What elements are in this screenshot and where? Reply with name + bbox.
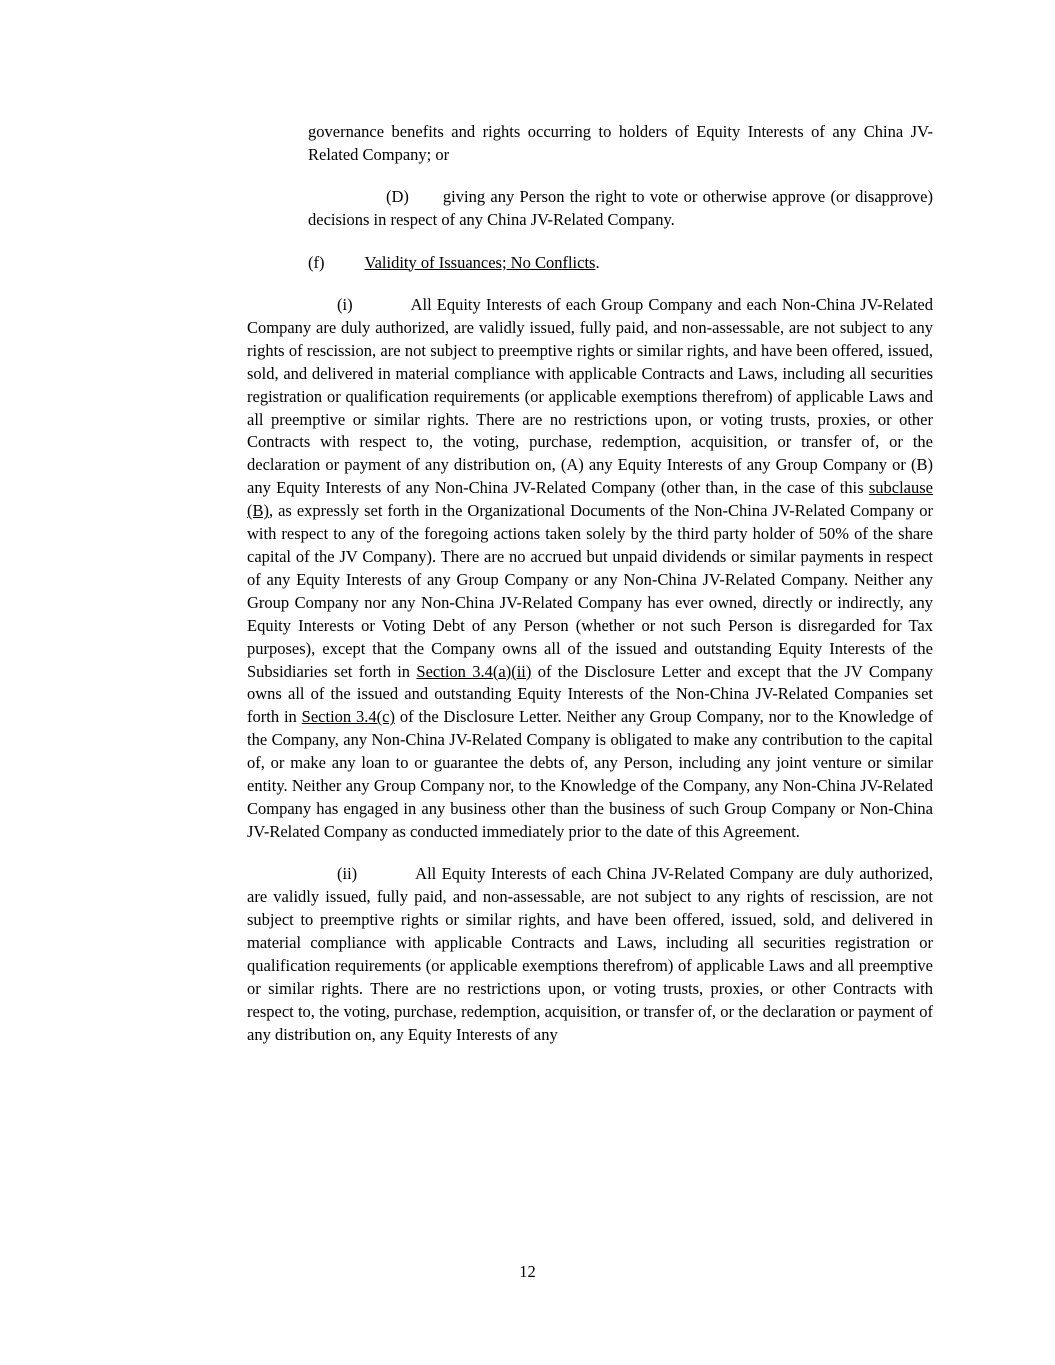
text-run: (ii) [337,864,358,884]
underlined-text-run: Section 3.4(a)(ii) [416,661,532,681]
tab-spacer [409,201,443,202]
text-run: of the Disclosure Letter. Neither any Group Company, nor to the Knowledge of the Company, any Non-China JV-Related Company is obligated to make any contribution to the capital of, or make any loan to or guarantee the debts of, any Person, including any joint venture or similar entity. Neither any Group Company nor, to the Knowledge of the Company, any Non-China JV-Related Company has engaged in any business other than the business of such Group Company or Non-China JV-Related Company as conducted immediately prior to the date of this Agreement. [247,707,933,841]
tab-spacer [353,309,411,310]
tab-spacer [357,878,415,879]
text-run: All Equity Interests of each China JV-Related Company are duly authorized, are validly issued, fully paid, and non-assessable, are not subject to any rights of rescission, are not subject to preemptive rights or similar rights, and have been offered, issued, sold, and delivered in material compliance with applicable Contracts and Laws, including all securities registration or qualification requirements (or applicable exemptions therefrom) of applicable Laws and all preemptive or similar rights. There are no restrictions upon, or voting trusts, proxies, or other Contracts with respect to, the voting, purchase, redemption, acquisition, or transfer of, or the declaration or payment of any distribution on, any Equity Interests of any [247,864,933,1044]
clause-f-i [247,294,933,844]
text-run: giving any Person the right to vote or otherwise approve (or disapprove) decisions in respect of any China JV-Related Company. [308,187,933,230]
text-run: , as expressly set forth in the Organizational Documents of the Non-China JV-Related Company or with respect to any of the foregoing actions taken solely by the third party holder of 50% of the share capital of the JV Company). There are no accrued but unpaid dividends or similar payments in respect of any Equity Interests of any Group Company or any Non-China JV-Related Company. Neither any Group Company nor any Non-China JV-Related Company has ever owned, directly or indirectly, any Equity Interests or Voting Debt of any Person (whether or not such Person is disregarded for Tax purposes), except that the Company owns all of the issued and outstanding Equity Interests of the Subsidiaries set forth in [247,501,933,681]
text-run: (D) [386,187,409,207]
text-run: . [595,252,600,272]
text-run: governance benefits and rights occurring to holders of Equity Interests of any China JV-Related Company; or [308,122,933,164]
tab-spacer [324,267,364,268]
clause-d [247,186,933,232]
clause-continuation [247,121,933,167]
text-run: All Equity Interests of each Group Company and each Non-China JV-Related Company are duly authorized, are validly issued, fully paid, and non-assessable, are not subject to any rights of rescission, are not subject to preemptive rights or similar rights, and have been offered, issued, sold, and delivered in material compliance with applicable Contracts and Laws, including all securities registration or qualification requirements (or applicable exemptions therefrom) of applicable Laws and all preemptive or similar rights. There are no restrictions upon, or voting trusts, proxies, or other Contracts with respect to, the voting, purchase, redemption, acquisition, or transfer of, or the declaration or payment of any distribution on, (A) any Equity Interests of any Group Company or (B) any Equity Interests of any Non-China JV-Related Company (other than, in the case of this [247,295,933,498]
heading-f [247,252,933,275]
text-run: of the Disclosure Letter and except that the JV Company owns all of the issued and outstanding Equity Interests of the Non-China JV-Related Companies set forth in [247,661,934,727]
page-number: 12 [519,1262,536,1281]
clause-f-ii [247,863,933,1046]
underlined-text-run: Validity of Issuances; No Conflicts [364,252,596,272]
text-run: (i) [337,295,353,315]
text-run: (f) [308,252,325,272]
underlined-text-run: Section 3.4(c) [301,707,395,727]
page-content [247,121,933,1066]
underlined-text-run: subclause (B) [247,478,933,521]
